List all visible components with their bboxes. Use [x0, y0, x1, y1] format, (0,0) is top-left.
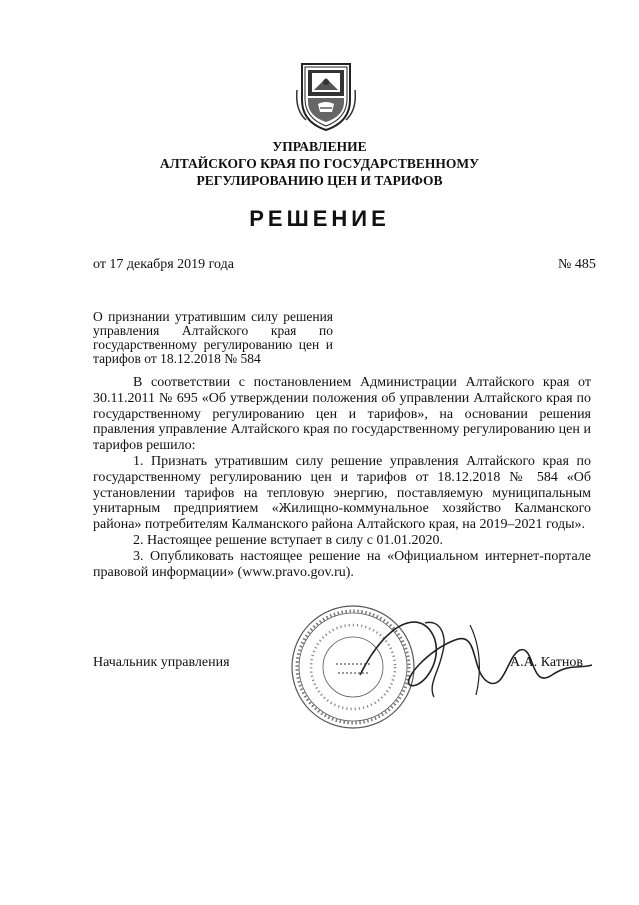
- signature-name: А.А. Катнов: [510, 655, 583, 670]
- document-number: № 485: [558, 257, 596, 272]
- signature-position: Начальник управления: [93, 655, 230, 670]
- body-item: 1. Признать утратившим силу решение управления Алтайского края по государственному регулированию цен и тарифов от 18.12.2018 № 584 «Об установлении тарифов на тепловую энергию, поставляемую муниципальным унитарным предприятием «Жилищно-коммунальное хозяйство Калманского района» потребителям Калманского района Алтайского края, на 2019–2021 годы».: [93, 453, 591, 533]
- coat-of-arms-icon: [296, 60, 356, 132]
- body-item: 3. Опубликовать настоящее решение на «Официальном интернет-портале правовой информации» (www.pravo.gov.ru).: [93, 548, 591, 580]
- handwritten-signature: [330, 595, 610, 725]
- document-title: РЕШЕНИЕ: [249, 206, 390, 231]
- document-subject: О признании утратившим силу решения управления Алтайского края по государственному регулированию цен и тарифов от 18.12.2018 № 584: [93, 309, 333, 366]
- authority-header: [0, 138, 639, 189]
- header-line: АЛТАЙСКОГО КРАЯ ПО ГОСУДАРСТВЕННОМУ: [159, 156, 480, 171]
- header-line: УПРАВЛЕНИЕ: [272, 139, 367, 154]
- document-body: [93, 375, 591, 580]
- body-item: 2. Настоящее решение вступает в силу с 01.01.2020.: [133, 532, 443, 548]
- document-date: от 17 декабря 2019 года: [93, 257, 234, 272]
- header-line: РЕГУЛИРОВАНИЮ ЦЕН И ТАРИФОВ: [196, 173, 443, 188]
- body-preamble: В соответствии с постановлением Администрации Алтайского края от 30.11.2011 № 695 «Об утверждении положения об управлении Алтайского края по государственному регулированию цен и тарифов», на основании решения правления управление Алтайского края по государственному регулированию цен и тарифов решило:: [93, 375, 591, 454]
